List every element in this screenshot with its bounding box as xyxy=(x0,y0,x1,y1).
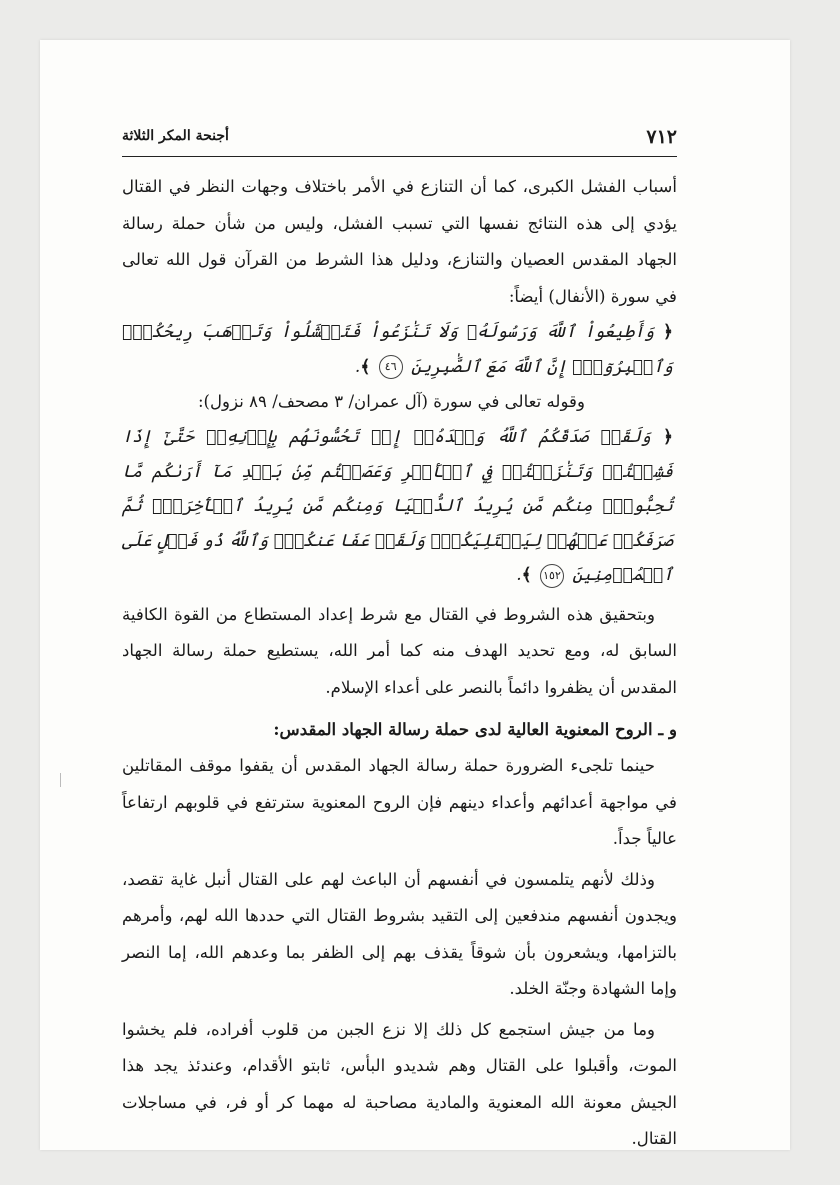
page-number: ٧١٢ xyxy=(646,126,677,148)
quran-verse-anfal: ﴿ وَأَطِيعُواْ ٱللَّهَ وَرَسُولَهُۥ وَلَا تَنَٰزَعُواْ فَتَفۡشَلُواْ وَتَذۡهَبَ رِيحُكُمۡۖ وَٱصۡبِرُوٓاْۚ إِنَّ ٱللَّهَ مَعَ ٱلصَّٰبِرِينَ ٤٦ ﴾. xyxy=(122,315,677,384)
quran-verse-al-imran: ﴿ وَلَقَدۡ صَدَقَكُمُ ٱللَّهُ وَعۡدَهُۥٓ إِذۡ تَحُسُّونَهُم بِإِذۡنِهِۦۖ حَتَّىٰٓ إِذَا فَشِلۡتُمۡ وَتَنَٰزَعۡتُمۡ فِي ٱلۡأَمۡرِ وَعَصَيۡتُم مِّنۢ بَعۡدِ مَآ أَرَىٰكُم مَّا تُحِبُّونَۚ مِنكُم مَّن يُرِيدُ ٱلدُّنۡيَا وَمِنكُم مَّن يُرِيدُ ٱلۡأٓخِرَةَۚ ثُمَّ صَرَفَكُمۡ عَنۡهُمۡ لِيَبۡتَلِيَكُمۡۖ وَلَقَدۡ عَفَا عَنكُمۡۗ وَٱللَّهُ ذُو فَضۡلٍ عَلَى ٱلۡمُؤۡمِنِينَ ١٥٢ ﴾. xyxy=(122,420,677,593)
verse-text: وَأَطِيعُواْ ٱللَّهَ وَرَسُولَهُۥ وَلَا تَنَٰزَعُواْ فَتَفۡشَلُواْ وَتَذۡهَبَ رِيحُكُمۡۖ وَٱصۡبِرُوٓاْۚ إِنَّ ٱللَّهَ مَعَ ٱلصَّٰبِرِينَ xyxy=(122,322,673,377)
verse-number-marker: ١٥٢ xyxy=(540,564,564,588)
paragraph-morale: حينما تلجىء الضرورة حملة رسالة الجهاد المقدس أن يقفوا موقف المقاتلين في مواجهة أعدائهم وأعداء دينهم فإن الروح المعنوية سترتفع في قلوبهم ارتفاعاً عالياً جداً. xyxy=(122,756,677,848)
verse-open-bracket-icon: ﴿ xyxy=(663,322,674,342)
verse-text: وَلَقَدۡ صَدَقَكُمُ ٱللَّهُ وَعۡدَهُۥٓ إِذۡ تَحُسُّونَهُم بِإِذۡنِهِۦۖ حَتَّىٰٓ إِذَا فَشِلۡتُمۡ وَتَنَٰزَعۡتُمۡ فِي ٱلۡأَمۡرِ وَعَصَيۡتُم مِّنۢ بَعۡدِ مَآ أَرَىٰكُم مَّا تُحِبُّونَۚ مِنكُم مَّن يُرِيدُ ٱلدُّنۡيَا وَمِنكُم مَّن يُرِيدُ ٱلۡأٓخِرَةَۚ ثُمَّ صَرَفَكُمۡ عَنۡهُمۡ لِيَبۡتَلِيَكُمۡۖ وَلَقَدۡ عَفَا عَنكُمۡۗ وَٱللَّهُ ذُو فَضۡلٍ عَلَى ٱلۡمُؤۡمِنِينَ xyxy=(121,427,673,585)
verse-open-bracket-icon: ﴿ xyxy=(663,427,673,447)
section-heading: و ـ الروح المعنوية العالية لدى حملة رسالة الجهاد المقدس: xyxy=(273,719,677,739)
paragraph-army: وما من جيش استجمع كل ذلك إلا نزع الجبن من قلوب أفراده، فلم يخشوا الموت، وأقبلوا على القتال وهم شديدو البأس، ثابتو الأقدام، وعندئذ يجد هذا الجيش معونة الله المعنوية والمادية مصاحبة له مهما كر أو فر، في مساجلات القتال. xyxy=(122,1019,677,1148)
page-body xyxy=(122,169,677,1158)
paragraph-motivation: وذلك لأنهم يتلمسون في أنفسهم أن الباعث لهم على القتال أنبل غاية تقصد، ويجدون أنفسهم مندفعين إلى التقيد بشروط القتال التي حددها الله لهم، وأمرهم بالتزامها، ويشعرون بأن شوقاً يقذف بهم إلى الظفر بما وعدهم الله، إما النصر وإما الشهادة وجنّة الخلد. xyxy=(122,869,677,998)
verse-close-bracket-icon: ﴾ xyxy=(360,356,371,377)
margin-mark xyxy=(60,773,61,787)
book-page xyxy=(122,124,677,1158)
paragraph-conditions: وبتحقيق هذه الشروط في القتال مع شرط إعداد المستطاع من القوة الكافية السابق له، ومع تحديد الهدف منه كما أمر الله، يستطيع حملة رسالة الجهاد المقدس أن يظفروا دائماً بالنصر على أعداء الإسلام. xyxy=(122,604,677,697)
running-title: أجنحة المكر الثلاثة xyxy=(122,128,229,144)
verse-reference: وقوله تعالى في سورة (آل عمران/ ٣ مصحف/ ٨٩ نزول): xyxy=(197,392,585,411)
verse-close-bracket-icon: ﴾ xyxy=(521,565,532,585)
paragraph-intro: أسباب الفشل الكبرى، كما أن التنازع في الأمر باختلاف وجهات النظر في القتال يؤدي إلى هذه النتائج نفسها التي تسبب الفشل، وليس من شأن حملة رسالة الجهاد المقدس العصيان والتنازع، ودليل هذا الشرط من القرآن قول الله تعالى في سورة (الأنفال) أيضاً: xyxy=(122,177,677,306)
verse-number-marker: ٤٦ xyxy=(379,355,403,379)
page-header xyxy=(122,124,677,157)
